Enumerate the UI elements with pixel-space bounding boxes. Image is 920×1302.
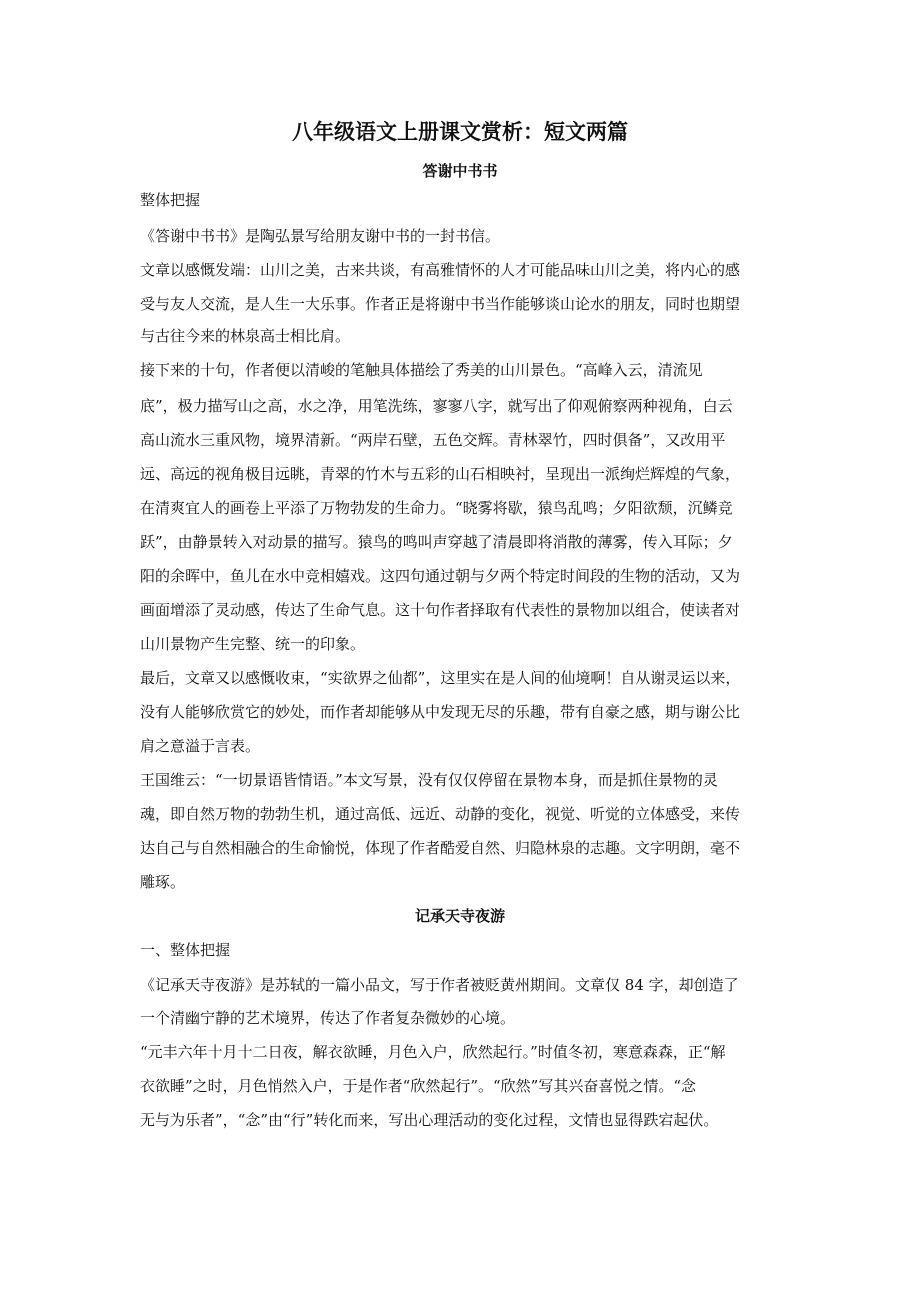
text-line: 一、整体把握 <box>140 941 231 959</box>
text-line: 《答谢中书书》是陶弘景写给朋友谢中书的一封书信。 <box>140 227 501 245</box>
text-line: “元丰六年十月十二日夜，解衣欲睡，月色入户，欣然起行。”时值冬初，寒意森森，正“解 <box>140 1043 726 1061</box>
text-line: 达自己与自然相融合的生命愉悦，体现了作者酷爱自然、归隐林泉的志趣。文字明朗，毫不 <box>140 839 741 857</box>
text-line: 没有人能够欣赏它的妙处，而作者却能够从中发现无尽的乐趣，带有自豪之感，期与谢公比 <box>140 703 741 721</box>
text-line: 受与友人交流，是人生一大乐事。作者正是将谢中书当作能够谈山论水的朋友，同时也期望 <box>140 295 741 313</box>
text-line: 画面增添了灵动感，传达了生命气息。这十句作者择取有代表性的景物加以组合，使读者对 <box>140 601 741 619</box>
text-line: 肩之意溢于言表。 <box>140 737 261 755</box>
text-line: 与古往今来的林泉高士相比肩。 <box>140 327 351 345</box>
text-line: 接下来的十句，作者便以清峻的笔触具体描绘了秀美的山川景色。“高峰入云，清流见 <box>140 361 703 379</box>
text-line: 山川景物产生完整、统一的印象。 <box>140 635 366 653</box>
text-line: 跃”，由静景转入对动景的描写。猿鸟的鸣叫声穿越了清晨即将消散的薄雾，传入耳际；夕 <box>140 533 733 551</box>
text-line: 高山流水三重风物，境界清新。“两岸石壁，五色交辉。青林翠竹，四时俱备”，又改用平 <box>140 431 726 449</box>
text-line: 底”，极力描写山之高，水之净，用笔洗练，寥寥八字，就写出了仰观俯察两种视角，白云 <box>140 397 733 415</box>
text-line: 最后，文章又以感慨收束，“实欲界之仙都”，这里实在是人间的仙境啊！自从谢灵运以来， <box>140 669 741 687</box>
section-heading-chengtiansi: 记承天寺夜游 <box>414 907 505 925</box>
section-heading-dazhongshushu: 答谢中书书 <box>422 162 498 180</box>
text-line: 衣欲睡”之时，月色悄然入户，于是作者“欣然起行”。“欣然”写其兴奋喜悦之情。“念 <box>140 1077 697 1095</box>
text-line: 文章以感慨发端：山川之美，古来共谈，有高雅情怀的人才可能品味山川之美，将内心的感 <box>140 261 741 279</box>
text-line: 王国维云：“一切景语皆情语。”本文写景，没有仅仅停留在景物本身，而是抓住景物的灵 <box>140 771 718 789</box>
text-line: 在清爽宜人的画卷上平添了万物勃发的生命力。“晓雾将歇，猿鸟乱鸣；夕阳欲颓，沉鳞竞 <box>140 499 733 517</box>
text-line: 一个清幽宁静的艺术境界，传达了作者复杂微妙的心境。 <box>140 1009 516 1027</box>
text-line: 魂，即自然万物的勃勃生机，通过高低、远近、动静的变化，视觉、听觉的立体感受，来传 <box>140 805 741 823</box>
text-line: 阳的余晖中，鱼儿在水中竞相嬉戏。这四句通过朝与夕两个特定时间段的生物的活动，又为 <box>140 567 741 585</box>
text-line: 整体把握 <box>140 191 201 209</box>
text-line: 《记承天寺夜游》是苏轼的一篇小品文，写于作者被贬黄州期间。文章仅 84 字，却创造了 <box>140 976 739 994</box>
text-line: 无与为乐者”，“念”由“行”转化而来，写出心理活动的变化过程，文情也显得跌宕起伏。 <box>140 1111 719 1129</box>
page-title: 八年级语文上册课文赏析：短文两篇 <box>292 120 628 144</box>
text-line: 远、高远的视角极目远眺，青翠的竹木与五彩的山石相映衬，呈现出一派绚烂辉煌的气象， <box>140 465 741 483</box>
text-line: 雕琢。 <box>140 873 186 891</box>
